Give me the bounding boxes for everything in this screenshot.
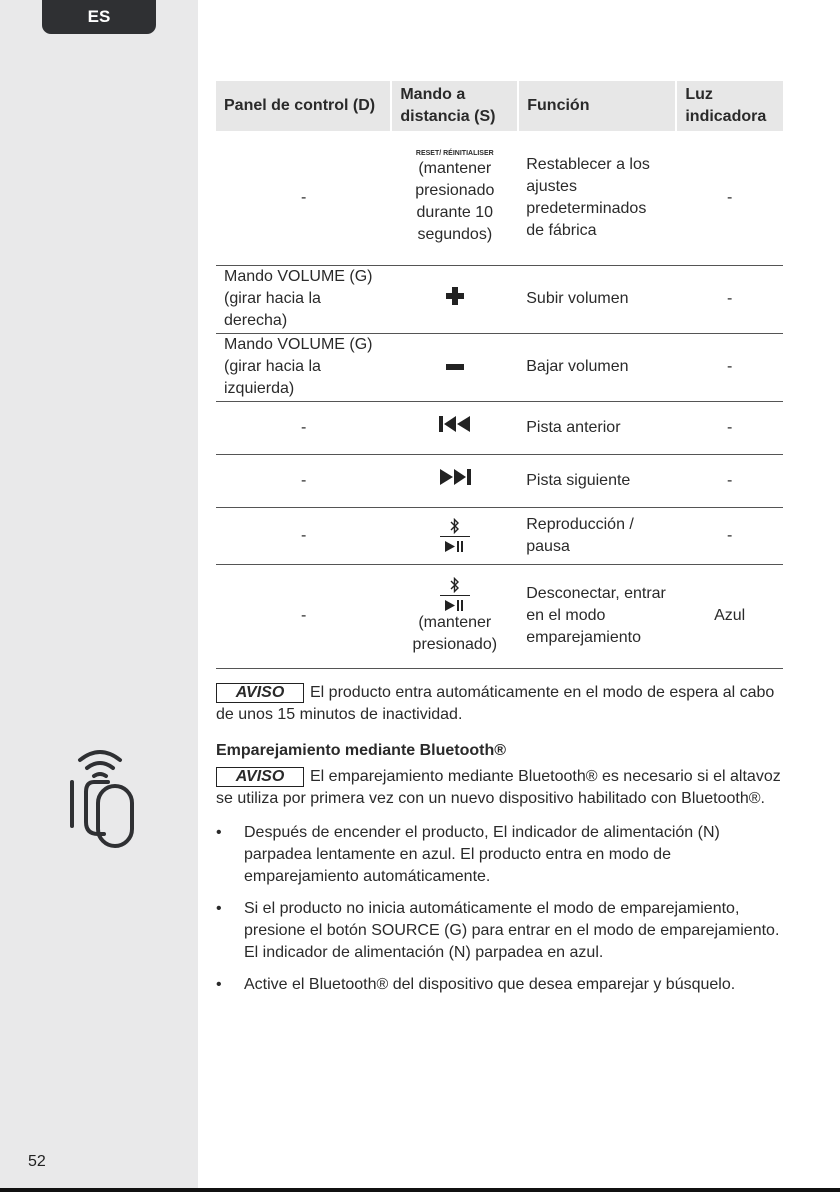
bluetooth-section [216,740,782,1006]
panel-cell: Mando VOLUME (G) (girar hacia la izquierda) [216,333,391,401]
table-row [216,333,783,401]
bullet-icon: • [216,824,222,841]
list-item-text: Si el producto no inicia automáticamente el modo de emparejamiento, presione el botón SOURCE (G) para entrar en el modo de emparejamiento. El indicador de alimentación (N) parpadea en azul. [244,900,780,961]
list-item [216,974,782,996]
table-row [216,507,783,564]
play-pause-icon [444,599,466,612]
remote-cell [391,333,518,401]
light-cell: - [676,333,783,401]
notice-standby [216,682,782,726]
light-cell: - [676,265,783,333]
section-heading: Emparejamiento mediante Bluetooth® [216,742,507,759]
panel-cell: - [216,454,391,507]
function-cell: Pista siguiente [518,454,676,507]
list-item-text: Después de encender el producto, El indicador de alimentación (N) parpadea lentamente en azul. El producto entra en modo de emparejamiento automáticamente. [244,824,720,885]
bottom-rule [0,1188,840,1192]
function-cell: Desconectar, entrar en el modo emparejamiento [518,564,676,668]
notice-badge: AVISO [216,683,304,703]
list-item [216,822,782,888]
header-function: Función [518,81,676,131]
light-cell: - [676,401,783,454]
instruction-list [216,822,782,996]
notice-text: El producto entra automáticamente en el modo de espera al cabo de unos 15 minutos de inactividad. [216,684,775,723]
bullet-icon: • [216,976,222,993]
play-pause-icon [444,540,466,553]
table-header-row [216,81,783,131]
page-number: 52 [28,1153,46,1170]
notice-badge: AVISO [216,767,304,787]
plus-icon [445,286,465,306]
function-cell: Subir volumen [518,265,676,333]
bluetooth-play-pause-icon [440,577,470,612]
remote-cell [391,131,518,265]
panel-cell: - [216,564,391,668]
bluetooth-icon [450,518,460,534]
reset-label: RESET/ RÉINITIALISER [415,150,494,158]
panel-cell: - [216,507,391,564]
minus-icon [445,363,465,371]
light-cell: - [676,454,783,507]
bullet-icon: • [216,900,222,917]
notice-pairing [216,766,782,810]
remote-cell [391,564,518,668]
remote-cell [391,507,518,564]
remote-note: (mantener presionado durante 10 segundos) [415,160,495,244]
remote-cell [391,454,518,507]
bluetooth-icon [450,577,460,593]
header-panel: Panel de control (D) [216,81,391,131]
header-light: Luz indicadora [676,81,783,131]
previous-track-icon [438,415,472,433]
pairing-icon [60,742,140,852]
light-cell: - [676,131,783,265]
function-cell: Reproducción / pausa [518,507,676,564]
remote-note: (mantener presionado) [412,613,498,653]
panel-cell: Mando VOLUME (G) (girar hacia la derecha) [216,265,391,333]
function-cell: Bajar volumen [518,333,676,401]
table-row [216,131,783,265]
panel-cell: - [216,131,391,265]
light-cell: - [676,507,783,564]
table-row [216,454,783,507]
notice-text: El emparejamiento mediante Bluetooth® es necesario si el altavoz se utiliza por primera vez con un nuevo dispositivo habilitado con Bluetooth®. [216,768,781,807]
function-cell: Restablecer a los ajustes predeterminados de fábrica [518,131,676,265]
bluetooth-play-pause-icon [440,518,470,553]
language-tab [42,0,156,34]
light-cell: Azul [676,564,783,668]
table-row [216,401,783,454]
list-item-text: Active el Bluetooth® del dispositivo que desea emparejar y búsquelo. [244,976,736,993]
list-item [216,898,782,964]
header-remote: Mando a distancia (S) [391,81,518,131]
language-label: ES [87,7,111,26]
remote-cell [391,265,518,333]
panel-cell: - [216,401,391,454]
next-track-icon [438,468,472,486]
table-row [216,564,783,668]
control-table [216,81,783,669]
remote-cell [391,401,518,454]
sidebar [0,0,198,1188]
table-row [216,265,783,333]
function-cell: Pista anterior [518,401,676,454]
